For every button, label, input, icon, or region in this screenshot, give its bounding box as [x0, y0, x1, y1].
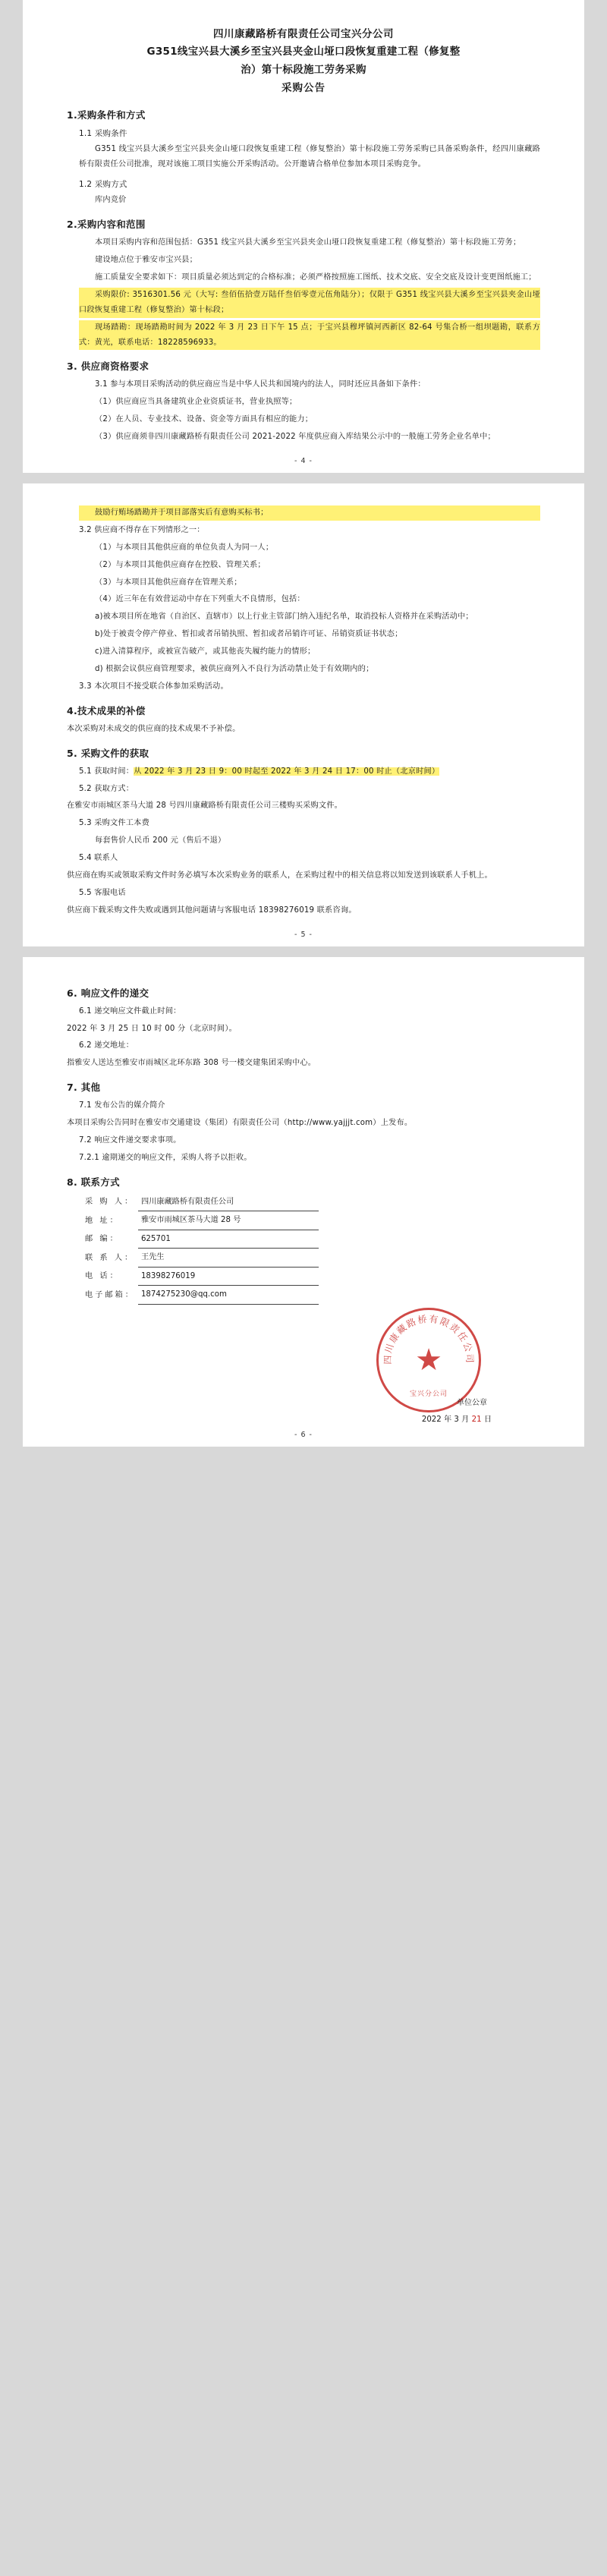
section-5-3-label: 5.3 采购文件工本费: [79, 819, 149, 828]
section-2-location: 建设地点位于雅安市宝兴县；: [95, 256, 198, 265]
section-3-1-item-1: （1）供应商应当具备建筑业企业资质证书，营业执照等；: [95, 398, 297, 407]
section-3-3: 3.3 本次项目不接受联合体参加采购活动。: [79, 682, 228, 691]
section-5-1-label-text: 5.1 获取时间：: [79, 767, 134, 776]
signature-date-suffix: 日: [483, 1415, 492, 1424]
section-6-2-label: 6.2 递交地址：: [79, 1041, 134, 1050]
section-3-2: 3.2 供应商不得存在下列情形之一：: [79, 525, 205, 534]
section-1-heading: 1.采购条件和方式: [67, 109, 146, 121]
section-2-site-visit: 现场踏勘：现场踏勘时间为 2022 年 3 月 23 日下午 15 点；于宝兴县穆坪镇河西新区 82-64 号集合桥一组坝题勘，联系方式：黄光，联系电话：18228596933。: [79, 320, 540, 351]
section-1-1-text: G351 线宝兴县大溪乡至宝兴县夹金山垭口段恢复重建工程（修复整治）第十标段施工劳务采购已具备采购条件，经四川康藏路桥有限责任公司批准，现对该施工项目实施公开采购活动。公开邀请合格单位参加本项目采购竞争。: [79, 145, 540, 169]
section-5-4-text: 供应商在购买或领取采购文件时务必填写本次采购业务的联系人，在采购过程中的相关信息将以知发送到该联系人手机上。: [67, 871, 492, 880]
signature-date: [422, 1412, 492, 1424]
contact-value: 625701: [138, 1230, 319, 1248]
section-3-2-item-4b: b)处于被责令停产停业、暂扣或者吊销执照、暂扣或者吊销许可证、吊销资质证书状态；: [95, 630, 403, 639]
section-2-heading: 2.采购内容和范围: [67, 219, 146, 231]
contact-value: 四川康藏路桥有限责任公司: [138, 1193, 319, 1211]
contact-label: 电 话：: [85, 1272, 120, 1281]
contact-label: 采 购 人：: [85, 1198, 135, 1207]
svg-text:四川康藏路桥有限责任公司: 四川康藏路桥有限责任公司: [382, 1313, 476, 1365]
contact-value: 雅安市雨城区茶马大道 28 号: [138, 1211, 319, 1230]
section-3-2-item-4d: d) 根据会议供应商管理要求，被供应商列入不良行为活动禁止处于有效期内的；: [95, 664, 374, 673]
document-title-block: [67, 26, 540, 97]
section-3-heading: 3. 供应商资格要求: [67, 361, 149, 373]
section-8-heading: 8. 联系方式: [67, 1176, 120, 1188]
section-5-1-label: [79, 764, 540, 779]
section-1-2-text: 库内竞价: [95, 196, 127, 205]
contact-label: 地 址：: [85, 1216, 120, 1225]
page-1: [23, 0, 584, 473]
section-5-2-label: 5.2 获取方式：: [79, 784, 134, 793]
org-line: 四川康藏路桥有限责任公司宝兴分公司: [213, 28, 394, 40]
section-5-5-text: 供应商下载采购文件失败或遇到其他问题请与客服电话 18398276019 联系咨询。: [67, 905, 357, 915]
section-3-1-item-3: （3）供应商须非四川康藏路桥有限责任公司 2021-2022 年度供应商入库结果公示中的一般施工劳务企业名单中；: [95, 433, 495, 442]
section-2-quality: 施工质量安全要求如下：项目质量必须达到定的合格标准；必须严格按照施工图纸、技术交底、安全交底及设计变更图纸施工；: [95, 272, 536, 282]
section-3-2-item-4c: c)进入清算程序，或被宣告破产，或其他丧失履约能力的情形；: [95, 647, 316, 657]
page-3: [23, 957, 584, 1447]
section-2-scope: 本项目采购内容和范围包括：G351 线宝兴县大溪乡至宝兴县夹金山垭口段恢复重建工程（修复整治）第十标段施工劳务；: [95, 238, 521, 247]
section-7-2-label: 7.2 响应文件递交要求事项。: [79, 1136, 181, 1145]
section-7-1-label: 7.1 发布公告的媒介简介: [79, 1101, 165, 1110]
table-row: [82, 1249, 319, 1267]
section-7-1-text: 本项目采购公告同时在雅安市交通建设（集团）有限责任公司（http://www.yajjjt.com）上发布。: [67, 1119, 413, 1128]
title-line-1: G351线宝兴县大溪乡至宝兴县夹金山垭口段恢复重建工程（修复整: [146, 45, 461, 58]
section-5-4-label: 5.4 联系人: [79, 854, 118, 863]
title-line-2: 治）第十标段施工劳务采购: [241, 63, 366, 76]
page-2: [23, 483, 584, 946]
title-line-3: 采购公告: [281, 82, 326, 95]
table-row: [82, 1267, 319, 1285]
page-number-1: - 4 -: [294, 456, 313, 465]
page-number-3: - 6 -: [294, 1430, 313, 1439]
table-row: [82, 1286, 319, 1304]
signature-date-prefix: 2022 年 3 月: [421, 1415, 470, 1424]
section-7-heading: 7. 其他: [67, 1082, 101, 1094]
section-6-heading: 6. 响应文件的递交: [67, 987, 149, 999]
section-3-2-item-1: （1）与本项目其他供应商的单位负责人为同一人；: [95, 543, 274, 552]
section-3-1-item-2: （2）在人员、专业技术、设备、资金等方面具有相应的能力；: [95, 415, 313, 424]
section-4-heading: 4.技术成果的补偿: [67, 704, 146, 716]
section-5-heading: 5. 采购文件的获取: [67, 747, 149, 759]
table-row: [82, 1211, 319, 1230]
contact-value: 18398276019: [138, 1267, 319, 1285]
contact-value: 1874275230@qq.com: [138, 1286, 319, 1304]
section-3-1: 3.1 参与本项目采购活动的供应商应当是中华人民共和国境内的法人，同时还应具备如下条件：: [95, 380, 426, 389]
section-1-2-heading: 1.2 采购方式: [79, 180, 127, 190]
section-5-2-text: 在雅安市雨城区茶马大道 28 号四川康藏路桥有限责任公司三楼购买采购文件。: [67, 801, 343, 811]
contact-label: 电子邮箱：: [85, 1290, 135, 1299]
section-3-2-item-4a: a)被本项目所在地省（自治区、直辖市）以上行业主管部门纳入违纪名单，取消投标人资格并在采购活动中；: [95, 613, 473, 622]
section-3-1-item-4: 鼓励行贿场踏勘并于项目部落实后有意购买标书；: [79, 505, 540, 521]
section-1-1-heading: 1.1 采购条件: [79, 129, 127, 139]
contact-table: [82, 1193, 319, 1305]
contact-value: 王先生: [138, 1249, 319, 1267]
table-row: [82, 1193, 319, 1211]
signature-area: [67, 1305, 540, 1424]
signature-date-day: 21: [471, 1415, 482, 1424]
section-6-1-text: 2022 年 3 月 25 日 10 时 00 分（北京时间）。: [67, 1024, 237, 1033]
section-4-text: 本次采购对未成交的供应商的技术成果不予补偿。: [67, 724, 241, 733]
section-2-price-limit: 采购限价: 3516301.56 元（大写: 叁佰伍拾壹万陆仟叁佰零壹元伍角陆分）；仅限于 G351 线宝兴县大溪乡至宝兴县夹金山垭口段恢复重建工程（修复整治）第十标段；: [79, 288, 540, 318]
section-5-1-time: 从 2022 年 3 月 23 日 9：00 时起至 2022 年 3 月 24 日 17：00 时止（北京时间）: [134, 767, 440, 776]
section-5-3-text: 每套售价人民币 200 元（售后不退）: [95, 836, 226, 846]
contact-label: 联 系 人：: [85, 1253, 135, 1262]
section-3-2-item-2: （2）与本项目其他供应商存在控股、管理关系；: [95, 560, 266, 569]
contact-label: 邮 编：: [85, 1235, 120, 1244]
section-6-2-text: 指雅安人送达至雅安市雨城区北环东路 308 号一楼交建集团采购中心。: [67, 1059, 316, 1068]
seal-star-icon: ★: [415, 1342, 442, 1378]
section-3-2-item-4: （4）近三年在有效营运动中存在下列重大不良情形，包括：: [95, 595, 305, 604]
signature-unit-label: 单位公章: [457, 1398, 487, 1407]
section-7-2-text: 7.2.1 逾期递交的响应文件，采购人将予以拒收。: [79, 1153, 252, 1162]
section-6-1-label: 6.1 递交响应文件截止时间：: [79, 1006, 181, 1016]
seal-bottom-text: 宝兴分公司: [409, 1390, 448, 1398]
section-5-5-label: 5.5 客服电话: [79, 888, 126, 897]
section-3-2-item-3: （3）与本项目其他供应商存在管理关系；: [95, 578, 242, 587]
page-number-2: - 5 -: [294, 930, 313, 939]
table-row: [82, 1230, 319, 1248]
